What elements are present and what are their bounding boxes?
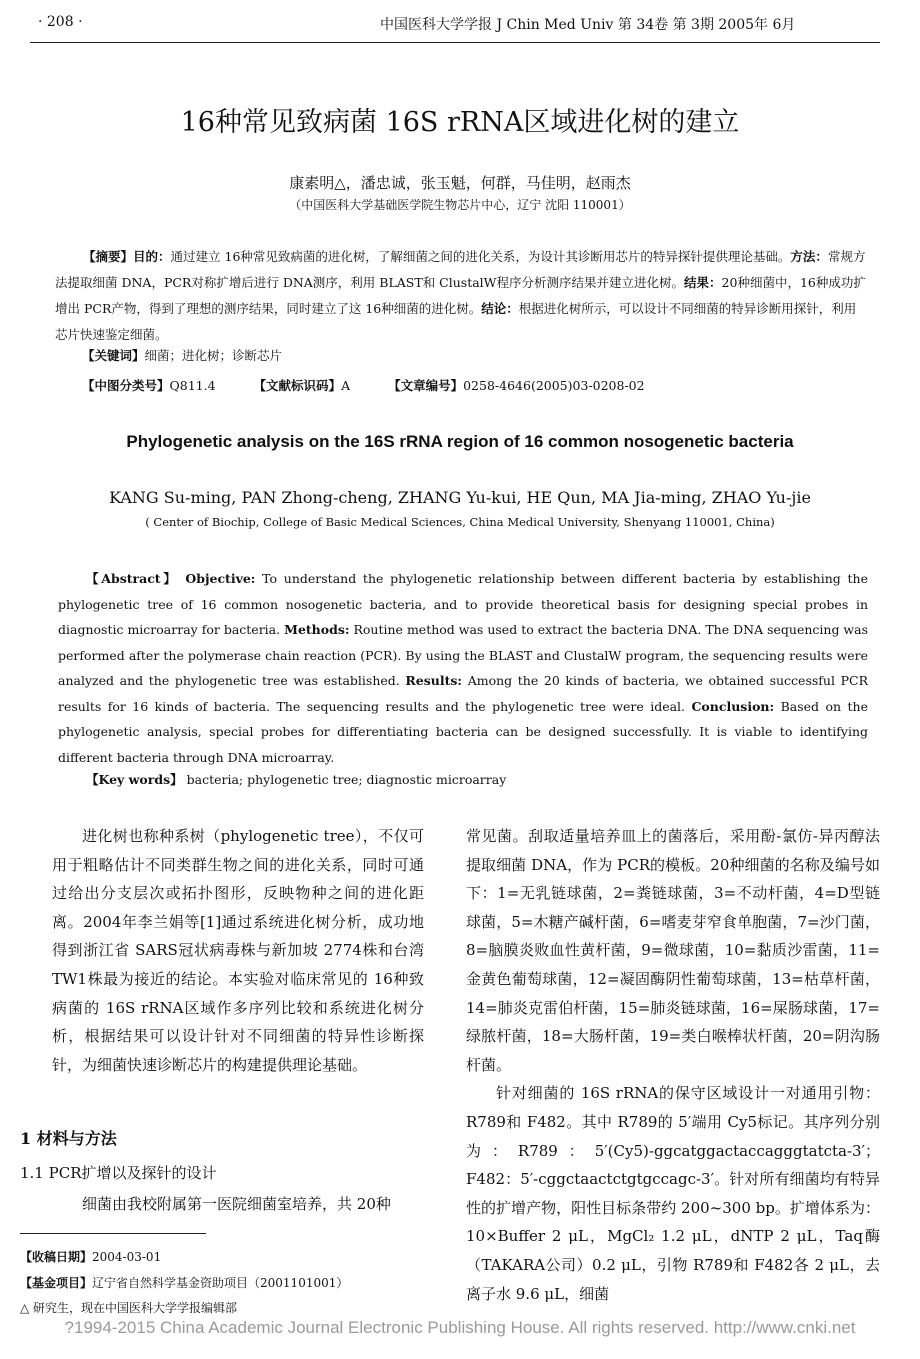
fund-text: 辽宁省自然科学基金资助项目（2001101001） bbox=[92, 1276, 349, 1290]
english-affiliation: ( Center of Biochip, College of Basic Medical Sciences, China Medical University, Shenyang 110001, China) bbox=[145, 515, 775, 529]
page-number: · 208 · bbox=[38, 14, 83, 30]
keywords-zh bbox=[82, 346, 282, 364]
journal-header: 中国医科大学学报 J Chin Med Univ 第 34卷 第 3期 2005年 6月 bbox=[380, 17, 796, 33]
keywords-en bbox=[86, 770, 506, 788]
clc-code: Q811.4 bbox=[169, 378, 216, 393]
fund-label: 【基金项目】 bbox=[20, 1276, 93, 1290]
methods-paragraph-cont: 常见菌。刮取适量培养皿上的菌落后，采用酚-氯仿-异丙醇法提取细菌 DNA，作为 PCR的模板。20种细菌的名称及编号如下：1=无乳链球菌，2=粪链球菌，3=不动杆菌，4=D型链球菌，5=木糖产碱杆菌，6=嗜麦芽窄食单胞菌，7=沙门菌，8=脑膜炎败血性黄杆菌，9=微球菌，10=黏质沙雷菌，11=金黄色葡萄球菌，12=凝固酶阴性葡萄球菌，13=枯草杆菌，14=肺炎克雷伯杆菌，15=肺炎链球菌，16=屎肠球菌，17=绿脓杆菌，18=大肠杆菌，19=类白喉棒状杆菌，20=阴沟肠杆菌。 bbox=[466, 827, 880, 1074]
abstract-en-label: 【Abstract】 bbox=[86, 571, 179, 586]
doc-code-label: 【文献标识码】 bbox=[253, 378, 342, 393]
keywords-en-label: 【Key words】 bbox=[86, 772, 183, 787]
article-title: 16种常见致病菌 16S rRNA区域进化树的建立 bbox=[180, 107, 740, 138]
keywords-zh-label: 【关键词】 bbox=[82, 348, 145, 363]
footnote-received bbox=[20, 1248, 161, 1265]
authors: 康素明△，潘忠诚，张玉魁，何群，马佳明，赵雨杰 bbox=[289, 174, 631, 192]
abstract-zh bbox=[55, 244, 867, 348]
abstract-zh-objective: 通过建立 16种常见致病菌的进化树，了解细菌之间的进化关系，为设计其诊断用芯片的特异探针提供理论基础。 bbox=[170, 249, 791, 264]
abstract-zh-conclusion-head: 结论： bbox=[481, 301, 519, 316]
english-authors: KANG Su-ming, PAN Zhong-cheng, ZHANG Yu-kui, HE Qun, MA Jia-ming, ZHAO Yu-jie bbox=[109, 488, 811, 507]
abstract-en bbox=[58, 566, 868, 770]
abstract-zh-results: 20种细菌中，16种成功扩增出 PCR产物，得到了理想的测序结果，同时建立了这 16种细菌的进化树。 bbox=[55, 275, 866, 316]
abstract-zh-objective-head: 目的： bbox=[133, 249, 171, 264]
affiliation: （中国医科大学基础医学院生物芯片中心，辽宁 沈阳 110001） bbox=[289, 198, 631, 212]
abstract-zh-conclusion: 根据进化树所示，可以设计不同细菌的特异诊断用探针，利用芯片快速鉴定细菌。 bbox=[55, 301, 857, 342]
footnote-author-note: △ 研究生，现在中国医科大学学报编辑部 bbox=[20, 1301, 238, 1315]
abstract-zh-label: 【摘要】 bbox=[83, 249, 134, 264]
intro-paragraph: 进化树也称种系树（phylogenetic tree），不仅可用于粗略估计不同类群生物之间的进化关系，同时可通过给出分支层次或拓扑图形，反映物种之间的进化距离。2004年李兰娟等[1]通过系统进化树分析，成功地得到浙江省 SARS冠状病毒株与新加坡 2774株和台湾 TW1株最为接近的结论。本实验对临床常见的 16种致病菌的 16S rRNA区域作多序列比较和系统进化树分析，根据结果可以设计针对不同细菌的特异性诊断探针，为细菌快速诊断芯片的构建提供理论基础。 bbox=[52, 827, 424, 1074]
abstract-en-methods-head: Methods: bbox=[284, 622, 350, 637]
clc-label: 【中图分类号】 bbox=[82, 378, 170, 393]
keywords-zh-text: 细菌；进化树；诊断芯片 bbox=[144, 348, 283, 363]
abstract-en-results-head: Results: bbox=[405, 673, 463, 688]
english-title: Phylogenetic analysis on the 16S rRNA region of 16 common nosogenetic bacteria bbox=[126, 432, 794, 451]
article-number-label: 【文章编号】 bbox=[388, 378, 464, 393]
body-left-column bbox=[52, 822, 424, 1079]
abstract-en-conclusion: Based on the phylogenetic analysis, special probes for differentiating bacteria can be designed successfully. It is viable to identifying different bacteria through DNA microarray. bbox=[58, 698, 868, 765]
copyright-watermark: ?1994-2015 China Academic Journal Electronic Publishing House. All rights reserved. http://www.cnki.net bbox=[64, 1318, 856, 1337]
abstract-zh-methods: 常规方法提取细菌 DNA，PCR对称扩增后进行 DNA测序，利用 BLAST和 ClustalW程序分析测序结果并建立进化树。 bbox=[55, 249, 866, 290]
footnote-rule bbox=[20, 1233, 206, 1234]
abstract-en-objective-head: Objective: bbox=[185, 571, 256, 586]
abstract-en-conclusion-head: Conclusion: bbox=[691, 698, 775, 714]
footnote-fund bbox=[20, 1274, 348, 1291]
abstract-en-objective: To understand the phylogenetic relationship between different bacteria by establishing the phylogenetic tree of 16 common nosogenetic bacteria, and to provide theoretical basis for designing special probes in diagnostic microarray for bacteria. bbox=[58, 571, 868, 637]
abstract-en-results: Among the 20 kinds of bacteria, we obtained successful PCR results for 16 kinds of bacteria. The sequencing results and the phylogenetic tree were ideal. bbox=[58, 673, 868, 714]
methods-paragraph-start: 细菌由我校附属第一医院细菌室培养，共 20种 bbox=[82, 1195, 391, 1213]
article-number: 0258-4646(2005)03-0208-02 bbox=[463, 378, 645, 393]
abstract-zh-results-head: 结果： bbox=[684, 275, 722, 290]
section-heading-1: 1 材料与方法 bbox=[20, 1129, 117, 1148]
keywords-en-text: bacteria; phylogenetic tree; diagnostic microarray bbox=[186, 772, 507, 787]
abstract-en-methods: Routine method was used to extract the bacteria DNA. The DNA sequencing was performed after the polymerase chain reaction (PCR). By using the BLAST and ClustalW program, the sequencing results were analyzed and the phylogenetic tree was established. bbox=[58, 622, 869, 688]
section-heading-1-1: 1.1 PCR扩增以及探针的设计 bbox=[20, 1164, 217, 1182]
body-right-column bbox=[466, 822, 880, 1308]
header-rule bbox=[30, 42, 880, 43]
doc-code: A bbox=[341, 378, 351, 393]
received-label: 【收稿日期】 bbox=[20, 1250, 93, 1264]
primer-paragraph: 针对细菌的 16S rRNA的保守区域设计一对通用引物：R789和 F482。其中 R789的 5′端用 Cy5标记。其序列分别为：R789：5′(Cy5)-ggcatggactaccagggtatcta-3′；F482：5′-cggctaactctgtgccagc-3′。针对所有细菌均有特异性的扩增产物，阳性目标条带约 200~300 bp。扩增体系为：10×Buffer 2 μL，MgCl₂ 1.2 μL，dNTP 2 μL，Taq酶（TAKARA公司）0.2 μL，引物 R789和 F482各 2 μL，去离子水 9.6 μL，细菌 bbox=[466, 1084, 880, 1303]
received-date: 2004-03-01 bbox=[92, 1250, 162, 1264]
abstract-zh-methods-head: 方法： bbox=[790, 249, 828, 264]
classification-row bbox=[82, 376, 679, 394]
